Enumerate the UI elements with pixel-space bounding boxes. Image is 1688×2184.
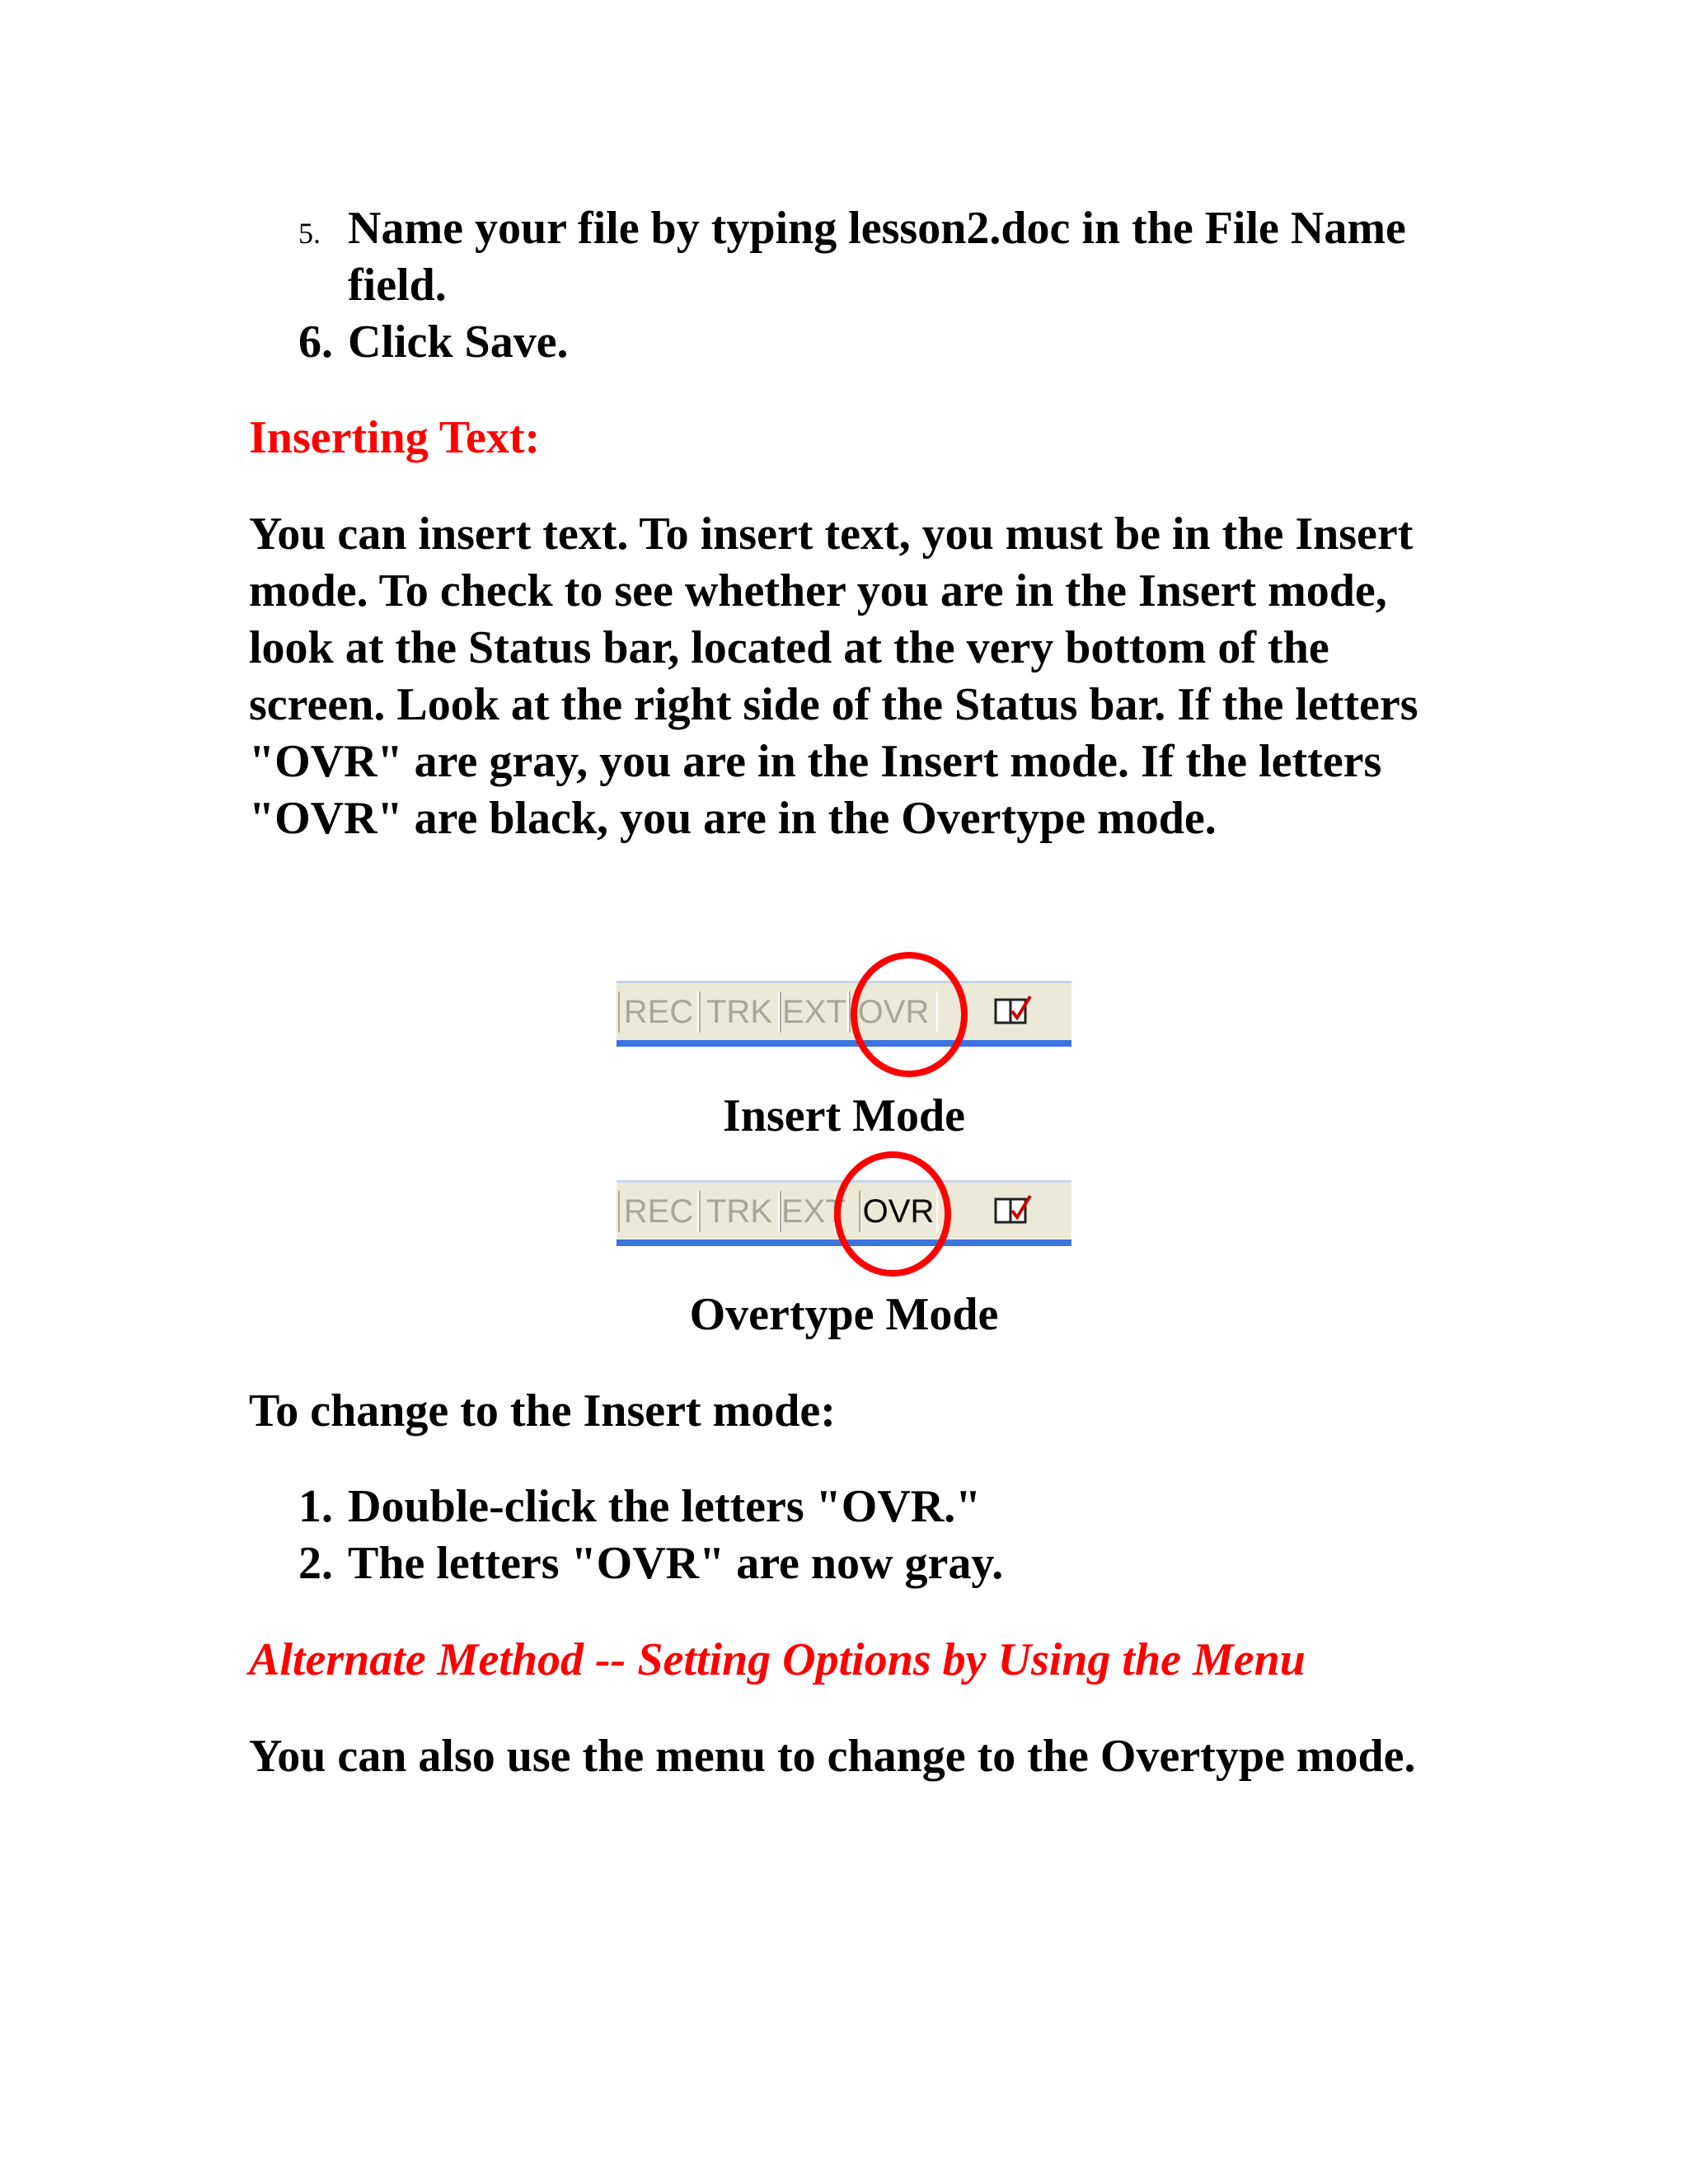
- step-text: Click Save.: [348, 316, 569, 368]
- menu-paragraph: You can also use the menu to change to the Overtype mode.: [249, 1731, 1416, 1782]
- spelling-book-icon[interactable]: [994, 993, 1032, 1026]
- bottom-steps-list: [298, 1479, 1452, 1592]
- statusbar-ovr[interactable]: OVR: [849, 991, 938, 1033]
- list-item: [298, 314, 1452, 371]
- statusbar-ovr[interactable]: OVR: [859, 1191, 938, 1232]
- change-mode-heading: To change to the Insert mode:: [249, 1385, 836, 1436]
- list-item: [298, 1535, 1452, 1592]
- highlight-circle: [851, 952, 968, 1077]
- spelling-book-icon[interactable]: [994, 1193, 1032, 1226]
- caption-overtype-mode: Overtype Mode: [689, 1289, 999, 1340]
- list-item: [298, 1479, 1452, 1535]
- step-text: The letters "OVR" are now gray.: [348, 1538, 1004, 1589]
- statusbar-trk[interactable]: TRK: [699, 1191, 780, 1232]
- statusbar-ext[interactable]: EXT: [780, 1191, 836, 1232]
- alternate-method-heading: Alternate Method -- Setting Options by Using the Menu: [249, 1634, 1306, 1685]
- highlight-circle: [834, 1151, 951, 1277]
- step-number: 2.: [298, 1538, 333, 1589]
- inserting-text-heading: Inserting Text:: [249, 412, 541, 463]
- step-text: Name your file by typing lesson2.doc in the File Name field.: [348, 203, 1406, 311]
- list-item: [298, 200, 1452, 314]
- insert-mode-paragraph: You can insert text. To insert text, you must be in the Insert mode. To check to see whether you are in the Insert mode, look at the Status bar, located at the very bottom of the screen. Look at the right side of the Status bar. If the letters "OVR" are gray, you are in the Insert mode. If the letters "OVR" are black, you are in the Overtype mode.: [249, 509, 1418, 844]
- top-steps-list: [298, 200, 1452, 371]
- caption-insert-mode: Insert Mode: [723, 1090, 965, 1141]
- statusbar-insert-mode: [617, 981, 1071, 1047]
- step-number: 1.: [298, 1481, 333, 1532]
- step-text: Double-click the letters "OVR.": [348, 1481, 982, 1532]
- statusbar-rec[interactable]: REC: [618, 1191, 699, 1232]
- statusbar-trk[interactable]: TRK: [699, 991, 780, 1033]
- statusbar-ext[interactable]: EXT: [780, 991, 849, 1033]
- step-number: 5.: [298, 217, 321, 250]
- statusbar-rec[interactable]: REC: [618, 991, 699, 1033]
- step-number: 6.: [298, 316, 333, 368]
